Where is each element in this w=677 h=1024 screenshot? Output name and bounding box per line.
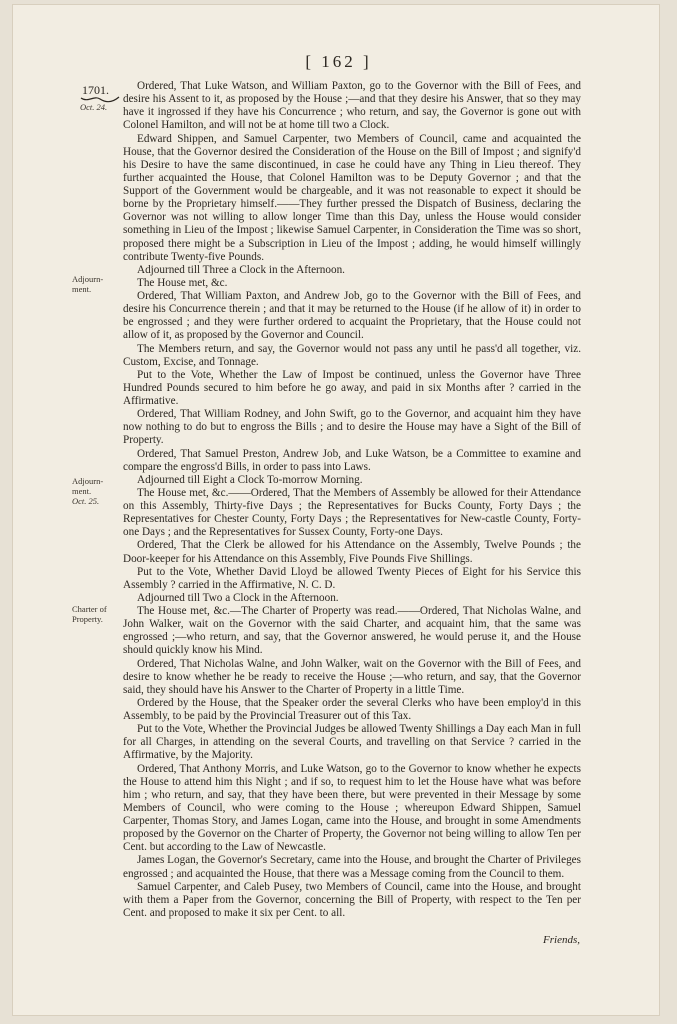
paragraph: Ordered by the House, that the Speaker order the several Clerks who have been employ'd in this Assembly, to be paid by the Provincial Treasurer out of this Tax.: [123, 696, 581, 722]
paragraph: Ordered, That Anthony Morris, and Luke Watson, go to the Governor to know whether he expects the House to attend him this Night ; and if so, to request him to let the House have what was before him ; who return, and say, that they have been there, but were prevented in their Message by some Members of Council, who were coming to the House ; whereupon Edward Shippen, Samuel Carpenter, Thomas Story, and James Logan, came into the House, and brought in some Amendments proposed by the Governor on the Charter of Property, the Governor not being willing to allow Ten per Cent. but according to the Law of Newcastle.: [123, 762, 581, 854]
paragraph: Ordered, That William Rodney, and John Swift, go to the Governor, and acquaint him they have now nothing to do but to engross the Bills ; and to desire the House may have a Sight of the Bill of Property.: [123, 408, 581, 447]
paragraph: The Members return, and say, the Governor would not pass any until he pass'd all together, viz. Custom, Excise, and Tonnage.: [123, 342, 581, 368]
paragraph: Samuel Carpenter, and Caleb Pusey, two Members of Council, came into the House, and brought with them a Paper from the Governor, concerning the Bill of Property, with respect to the Ten per Cent. and proposed to make it six per Cent. to all.: [123, 880, 581, 919]
margin-charter-of-property: Charter of Property.: [72, 604, 107, 624]
paragraph: The House met, &c.—The Charter of Property was read.——Ordered, That Nicholas Walne, and John Walker, wait on the Governor with the said Charter, and acquaint him, that the same was engrossed ;—who return, and say, that the Governor answered, he would peruse it, and the House should quickly know his Mind.: [123, 605, 581, 657]
paragraph: Ordered, That William Paxton, and Andrew Job, go to the Governor with the Bill of Fees, and desire his Concurrence therein ; and that it may be returned to the House (if he allow of it) in order to be engrossed ; and they were further ordered to acquaint the Proprietary, that the House could not allow of it, as proposed by the Governor and Council.: [123, 290, 581, 342]
margin-adjournment-1: Adjourn- ment.: [72, 274, 104, 294]
paragraph: Ordered, That Nicholas Walne, and John Walker, wait on the Governor with the Bill of Fees, and desire to know whether he be ready to receive the House ;—who return, and say, that the Governor said, they should have his Answer to the Charter of Property in a little Time.: [123, 657, 581, 696]
margin-date-oct25: Oct. 25.: [72, 496, 100, 506]
paragraph: Put to the Vote, Whether David Lloyd be allowed Twenty Pieces of Eight for his Service this Assembly ? carried in the Affirmative, N. C. D.: [123, 565, 581, 591]
paragraph: Ordered, That Samuel Preston, Andrew Job, and Luke Watson, be a Committee to examine and compare the engross'd Bills, in order to pass into Laws.: [123, 447, 581, 473]
document-body: [123, 80, 581, 920]
paragraph: Ordered, That the Clerk be allowed for his Attendance on the Assembly, Twelve Pounds ; the Door-keeper for his Attendance on this Assembly, Five Pounds Five Shillings.: [123, 539, 581, 565]
catchword: Friends,: [543, 934, 580, 946]
paragraph: James Logan, the Governor's Secretary, came into the House, and brought the Charter of Privileges engrossed ; and acquainted the House, that there was a Message coming from the Council to them.: [123, 854, 581, 880]
paragraph: Put to the Vote, Whether the Provincial Judges be allowed Twenty Shillings a Day each Man in full for all Charges, in attending on the several Courts, and travelling on that Service ? carried in the Affirmative, by the Majority.: [123, 723, 581, 762]
paragraph: Adjourned till Three a Clock in the Afternoon.: [137, 263, 345, 276]
paragraph: Put to the Vote, Whether the Law of Impost be continued, unless the Governor have Three Hundred Pounds secured to him before he go away, and paid in six Months after ? carried in the Affirmative.: [123, 368, 581, 407]
paragraph: Adjourned till Eight a Clock To-morrow Morning.: [137, 473, 363, 486]
paragraph: Adjourned till Two a Clock in the Afternoon.: [137, 591, 339, 604]
paragraph: Edward Shippen, and Samuel Carpenter, two Members of Council, came and acquainted the House, that the Governor desired the Consideration of the House on the Bill of Impost ; and signify'd his Desire to have the same discontinued, in case he could have any Thing in Lieu thereof. They further acquainted the House, that Colonel Hamilton was to be Deputy Governor ; and that the Support of the Government would be chargeable, and it was not reasonable to expect it should be borne by the Proprietary himself.——They further pressed the Dispatch of Business, declaring the Governor was not willing to allow longer Time than this Day, unless the House would consider something in Lieu of the Impost ; likewise Samuel Carpenter, in Consideration the Time was so short, proposed there might be a Subscription in Lieu of the Impost ; adding, he would himself willingly contribute Twenty-five Pounds.: [123, 132, 581, 263]
page-number: [ 162 ]: [305, 52, 372, 71]
paragraph: Ordered, That Luke Watson, and William Paxton, go to the Governor with the Bill of Fees, and desire his Assent to it, as proposed by the House ;—and that they desire his Answer, that so they may have it ingrossed if they have his Concurrence ; who return, and say, the Governor is gone out with Colonel Hamilton, and will not be at home till two a Clock.: [123, 80, 581, 132]
margin-year: 1701.: [82, 83, 109, 97]
margin-adjournment-2: Adjourn- ment.: [72, 476, 104, 496]
paragraph: The House met, &c.: [137, 276, 228, 289]
paragraph: The House met, &c.——Ordered, That the Members of Assembly be allowed for their Attendance on this Assembly, Thirty-five Days ; the Representatives for Bucks County, Forty Days ; the Representatives for Chester County, Forty Days ; the Representatives for New-castle County, Forty-one Days ; and the Representatives for Sussex County, Forty-one Days.: [123, 486, 581, 539]
margin-date-oct24: Oct. 24.: [80, 102, 108, 112]
